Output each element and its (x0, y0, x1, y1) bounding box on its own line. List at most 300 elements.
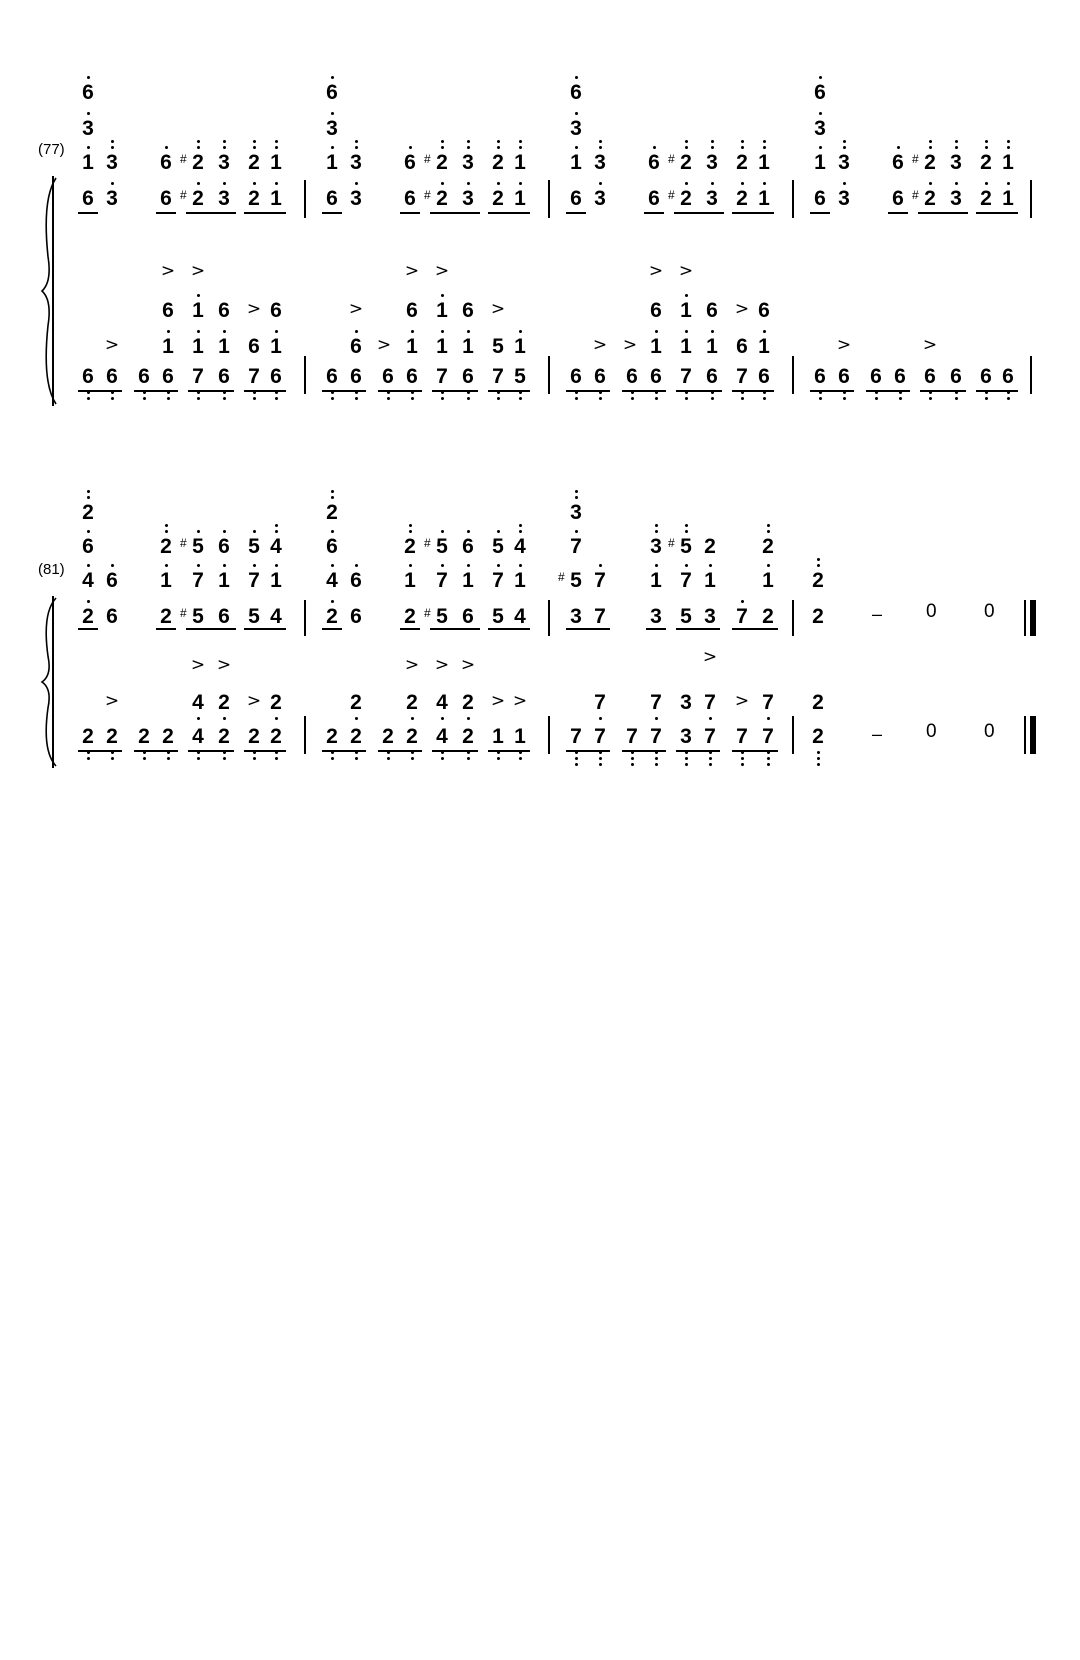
octave-dot-below (685, 397, 688, 400)
octave-dot-above (741, 182, 744, 185)
jianpu-note: 2 (458, 726, 478, 748)
octave-dot-above (819, 112, 822, 115)
accent-mark: > (160, 261, 176, 281)
sharp-sign: # (180, 606, 187, 620)
octave-dot-above (741, 146, 744, 149)
barline (304, 716, 306, 754)
octave-dot-above (575, 146, 578, 149)
octave-dot-above (87, 112, 90, 115)
jianpu-note: 1 (432, 300, 452, 322)
jianpu-note: 6 (270, 299, 282, 322)
octave-dot-below (985, 397, 988, 400)
jianpu-note: 1 (998, 152, 1018, 174)
jianpu-note: 2 # (188, 152, 208, 174)
jianpu-note: 1 (754, 336, 774, 358)
octave-dot-above (843, 146, 846, 149)
octave-dot-above (275, 564, 278, 567)
octave-dot-above (467, 146, 470, 149)
octave-dot-above (197, 294, 200, 297)
octave-dot-below (331, 757, 334, 760)
octave-dot-above (741, 600, 744, 603)
accent-mark: > (836, 335, 852, 355)
octave-dot-above (767, 524, 770, 527)
beam-line (676, 390, 722, 392)
jianpu-note: 7 (244, 366, 264, 388)
octave-dot-below (685, 757, 688, 760)
jianpu-note: 5 (248, 605, 260, 628)
beam-line (322, 750, 366, 752)
jianpu-note: 4 (432, 726, 452, 748)
octave-dot-above (223, 146, 226, 149)
octave-dot-below (817, 751, 820, 754)
beam-line (866, 390, 910, 392)
barline (792, 716, 794, 754)
octave-dot-above (819, 76, 822, 79)
octave-dot-above (441, 182, 444, 185)
beam-line (488, 750, 530, 752)
octave-dot-above (711, 146, 714, 149)
octave-dot-below (441, 717, 444, 720)
jianpu-note: 2 (156, 536, 176, 558)
jianpu-note: 1 (758, 570, 778, 592)
jianpu-note: 7 (488, 570, 508, 592)
octave-dot-above (575, 530, 578, 533)
jianpu-note: 7 (732, 726, 752, 748)
jianpu-note: 3 (214, 152, 234, 174)
jianpu-note: 1 (78, 152, 98, 174)
octave-dot-below (599, 763, 602, 766)
octave-dot-below (519, 757, 522, 760)
beam-line (674, 212, 724, 214)
octave-dot-above (111, 146, 114, 149)
jianpu-note: 7 (188, 366, 208, 388)
octave-dot-below (655, 763, 658, 766)
beam-line (976, 212, 1018, 214)
jianpu-note: 2 (244, 726, 264, 748)
jianpu-note: 3 (458, 152, 478, 174)
beam-line (322, 628, 342, 630)
octave-dot-below (575, 763, 578, 766)
octave-dot-below (411, 757, 414, 760)
beam-line (566, 628, 610, 630)
jianpu-note: 1 (214, 336, 234, 358)
octave-dot-above (275, 146, 278, 149)
beam-line (244, 390, 286, 392)
jianpu-note: 4 (188, 726, 208, 748)
accent-mark: > (734, 299, 750, 319)
jianpu-note: 1 (266, 570, 286, 592)
jianpu-note: 3 (834, 188, 854, 210)
octave-dot-below (709, 757, 712, 760)
jianpu-note: 6 (402, 366, 422, 388)
octave-dot-above (197, 530, 200, 533)
jianpu-note: 5 (488, 536, 508, 558)
octave-dot-above (167, 330, 170, 333)
jianpu-note: 7 (646, 726, 666, 748)
jianpu-note: 5 # (676, 536, 696, 558)
octave-dot-below (411, 717, 414, 720)
jianpu-note: 2 (458, 692, 478, 714)
octave-dot-below (575, 757, 578, 760)
octave-dot-above (519, 530, 522, 533)
jianpu-note: 6 (590, 366, 610, 388)
octave-dot-above (441, 330, 444, 333)
octave-dot-below (355, 757, 358, 760)
octave-dot-below (955, 397, 958, 400)
jianpu-note: 7 (732, 366, 752, 388)
jianpu-note: 3 (458, 188, 478, 210)
beam-line (186, 212, 236, 214)
jianpu-note: 6 (78, 82, 98, 104)
octave-dot-above (767, 564, 770, 567)
jianpu-note: 1 (510, 570, 530, 592)
octave-dot-above (843, 140, 846, 143)
octave-dot-below (817, 763, 820, 766)
octave-dot-below (387, 757, 390, 760)
beam-line (378, 750, 422, 752)
jianpu-note: 6 (458, 366, 478, 388)
beam-line (732, 628, 778, 630)
jianpu-note: 7 (676, 366, 696, 388)
jianpu-note: 6 (890, 366, 910, 388)
beam-line (186, 628, 236, 630)
octave-dot-below (167, 397, 170, 400)
octave-dot-above (519, 524, 522, 527)
octave-dot-above (111, 140, 114, 143)
jianpu-note: 2 (244, 188, 264, 210)
jianpu-note: 1 (566, 152, 586, 174)
sharp-sign: # (180, 536, 187, 550)
octave-dot-below (467, 397, 470, 400)
beam-line (244, 628, 286, 630)
jianpu-note: 6 (156, 152, 176, 174)
jianpu-note: 2 (402, 692, 422, 714)
jianpu-note: 7 (700, 726, 720, 748)
jianpu-note: 2 (78, 502, 98, 524)
jianpu-note: 6 (758, 299, 770, 322)
jianpu-note: 2 (78, 606, 98, 628)
jianpu-note: 6 (866, 366, 886, 388)
barline (304, 600, 306, 636)
beam-line (488, 628, 530, 630)
jianpu-note: 6 (406, 299, 418, 322)
jianpu-note: 6 (702, 366, 722, 388)
jianpu-note: 6 (976, 366, 996, 388)
jianpu-note: 2 (758, 536, 778, 558)
octave-dot-above (763, 140, 766, 143)
octave-dot-above (409, 530, 412, 533)
octave-dot-above (253, 182, 256, 185)
beam-line (188, 390, 234, 392)
jianpu-note: 1 (700, 570, 720, 592)
jianpu-note: 4 (266, 536, 286, 558)
octave-dot-above (685, 530, 688, 533)
octave-dot-above (331, 600, 334, 603)
jianpu-note: 1 (158, 336, 178, 358)
jianpu-note: 3 (102, 152, 122, 174)
octave-dot-below (741, 397, 744, 400)
jianpu-note: 6 (82, 187, 94, 210)
jianpu-note: 5 (680, 605, 692, 628)
octave-dot-below (223, 717, 226, 720)
jianpu-note: 7 (594, 605, 606, 628)
jianpu-note: 7 (700, 692, 720, 714)
octave-dot-above (955, 182, 958, 185)
octave-dot-above (763, 330, 766, 333)
beam-line (732, 390, 774, 392)
octave-dot-above (441, 146, 444, 149)
octave-dot-below (355, 397, 358, 400)
octave-dot-above (843, 182, 846, 185)
octave-dot-above (111, 564, 114, 567)
jianpu-note: 6 (810, 82, 830, 104)
octave-dot-below (767, 717, 770, 720)
barline (548, 600, 550, 636)
sharp-sign: # (668, 152, 675, 166)
jianpu-note: 2 (158, 726, 178, 748)
octave-dot-above (223, 140, 226, 143)
beam-line (244, 750, 286, 752)
beam-line (976, 390, 1018, 392)
octave-dot-above (409, 524, 412, 527)
octave-dot-above (355, 330, 358, 333)
jianpu-note: 3 (78, 118, 98, 140)
octave-dot-above (331, 112, 334, 115)
jianpu-note: 1 (214, 570, 234, 592)
octave-dot-below (575, 397, 578, 400)
jianpu-note: 7 (758, 726, 778, 748)
octave-dot-above (685, 146, 688, 149)
octave-dot-above (253, 564, 256, 567)
jianpu-note: 2 (322, 606, 342, 628)
octave-dot-above (685, 182, 688, 185)
octave-dot-above (111, 182, 114, 185)
octave-dot-above (253, 530, 256, 533)
accent-mark: > (190, 261, 206, 281)
octave-dot-above (275, 140, 278, 143)
jianpu-note: 7 (758, 692, 778, 714)
octave-dot-above (165, 524, 168, 527)
octave-dot-above (709, 564, 712, 567)
octave-dot-above (575, 76, 578, 79)
jianpu-note: 1 (432, 336, 452, 358)
octave-dot-below (87, 397, 90, 400)
jianpu-note: 5 # (432, 606, 452, 628)
octave-dot-below (1007, 397, 1010, 400)
sharp-sign: # (668, 536, 675, 550)
octave-dot-above (497, 530, 500, 533)
beam-line (622, 390, 666, 392)
final-barline-thin (1024, 600, 1026, 636)
beam-line (566, 212, 586, 214)
jianpu-note: 6 (920, 366, 940, 388)
accent-mark: > (246, 299, 262, 319)
octave-dot-below (441, 397, 444, 400)
octave-dot-below (741, 757, 744, 760)
beam-line (134, 750, 178, 752)
jianpu-note: 2 (976, 152, 996, 174)
barline (304, 356, 306, 394)
jianpu-note: 1 (676, 336, 696, 358)
half-note-dash: – (872, 604, 883, 624)
beam-line (676, 750, 720, 752)
octave-dot-above (711, 140, 714, 143)
octave-dot-above (497, 182, 500, 185)
octave-dot-below (631, 757, 634, 760)
octave-dot-below (709, 763, 712, 766)
jianpu-note: 2 (808, 570, 828, 592)
jianpu-note: 3 (346, 152, 366, 174)
beam-line (400, 628, 420, 630)
jianpu-note: 7 (590, 726, 610, 748)
jianpu-note: 4 (322, 570, 342, 592)
octave-dot-above (1007, 182, 1010, 185)
jianpu-note: 3 (946, 152, 966, 174)
jianpu-note: 6 (346, 570, 366, 592)
octave-dot-above (87, 496, 90, 499)
beam-line (322, 212, 342, 214)
accent-mark: > (246, 691, 262, 711)
octave-dot-above (685, 294, 688, 297)
octave-dot-above (331, 496, 334, 499)
beam-line (244, 212, 286, 214)
jianpu-note: 7 (188, 570, 208, 592)
jianpu-note: 3 (570, 605, 582, 628)
jianpu-note: 1 (266, 152, 286, 174)
barline (548, 180, 550, 218)
jianpu-note: 6 (570, 187, 582, 210)
beam-line (488, 212, 530, 214)
jianpu-note: 2 (488, 152, 508, 174)
jianpu-note: 6 (346, 366, 366, 388)
octave-dot-above (599, 140, 602, 143)
beam-line (644, 212, 664, 214)
octave-dot-above (655, 330, 658, 333)
octave-dot-above (711, 330, 714, 333)
barline (1030, 356, 1032, 394)
jianpu-note: 7 (566, 726, 586, 748)
octave-dot-above (519, 182, 522, 185)
octave-dot-above (985, 146, 988, 149)
octave-dot-below (763, 397, 766, 400)
sharp-sign: # (180, 188, 187, 202)
beam-line (432, 750, 478, 752)
octave-dot-above (355, 140, 358, 143)
beam-line (78, 212, 98, 214)
jianpu-note: 6 (810, 366, 830, 388)
octave-dot-above (817, 564, 820, 567)
beam-line (430, 212, 480, 214)
octave-dot-above (519, 140, 522, 143)
octave-dot-below (843, 397, 846, 400)
octave-dot-above (87, 490, 90, 493)
jianpu-note: 1 (676, 300, 696, 322)
octave-dot-below (275, 717, 278, 720)
octave-dot-below (655, 757, 658, 760)
measure-number-77: (77) (38, 141, 65, 158)
beam-line (78, 750, 122, 752)
octave-dot-above (685, 140, 688, 143)
octave-dot-below (631, 763, 634, 766)
octave-dot-below (411, 397, 414, 400)
octave-dot-above (575, 112, 578, 115)
octave-dot-below (655, 397, 658, 400)
octave-dot-above (929, 182, 932, 185)
jianpu-note: 2 (266, 692, 286, 714)
jianpu-note: 5 # (188, 606, 208, 628)
final-barline-thin (1024, 716, 1026, 754)
jianpu-note: 6 (622, 366, 642, 388)
beam-line (566, 390, 610, 392)
beam-line (400, 212, 420, 214)
jianpu-note: 6 (834, 366, 854, 388)
jianpu-note: 1 (510, 188, 530, 210)
octave-dot-above (197, 182, 200, 185)
grand-staff-brace (38, 596, 60, 768)
octave-dot-below (275, 397, 278, 400)
octave-dot-below (253, 397, 256, 400)
beam-line (378, 390, 422, 392)
jianpu-note: 2 (762, 605, 774, 628)
jianpu-note: 2 (812, 605, 824, 628)
octave-dot-above (253, 140, 256, 143)
sharp-sign: # (180, 152, 187, 166)
octave-dot-below (197, 757, 200, 760)
octave-dot-below (143, 757, 146, 760)
barline (1030, 180, 1032, 218)
jianpu-note: 3 (650, 605, 662, 628)
system-bracket (52, 176, 54, 406)
octave-dot-below (741, 763, 744, 766)
jianpu-note: 2 (732, 152, 752, 174)
jianpu-note: 6 (214, 366, 234, 388)
barline (548, 356, 550, 394)
octave-dot-above (467, 140, 470, 143)
octave-dot-below (497, 757, 500, 760)
octave-dot-above (655, 564, 658, 567)
jianpu-note: 2 (102, 726, 122, 748)
octave-dot-below (497, 397, 500, 400)
accent-mark: > (922, 335, 938, 355)
jianpu-note: 3 (346, 188, 366, 210)
octave-dot-above (409, 146, 412, 149)
beam-line (78, 390, 122, 392)
octave-dot-above (685, 524, 688, 527)
jianpu-note: 6 (160, 187, 172, 210)
jianpu-note: 6 (322, 536, 342, 558)
grand-staff-brace (38, 176, 60, 406)
jianpu-note: 6 (646, 366, 666, 388)
jianpu-note: 7 (566, 536, 586, 558)
octave-dot-above (87, 146, 90, 149)
final-barline-thick (1030, 600, 1036, 636)
octave-dot-below (875, 397, 878, 400)
octave-dot-below (599, 717, 602, 720)
rest-zero: 0 (926, 601, 937, 622)
octave-dot-above (223, 330, 226, 333)
jianpu-note: 6 (134, 366, 154, 388)
octave-dot-above (253, 146, 256, 149)
accent-mark: > (592, 335, 608, 355)
beam-line (322, 390, 366, 392)
octave-dot-above (275, 524, 278, 527)
accent-mark: > (348, 299, 364, 319)
jianpu-note: 6 (346, 336, 366, 358)
jianpu-note: 1 (646, 336, 666, 358)
octave-dot-above (197, 330, 200, 333)
octave-dot-above (685, 564, 688, 567)
jianpu-note: 3 (946, 188, 966, 210)
